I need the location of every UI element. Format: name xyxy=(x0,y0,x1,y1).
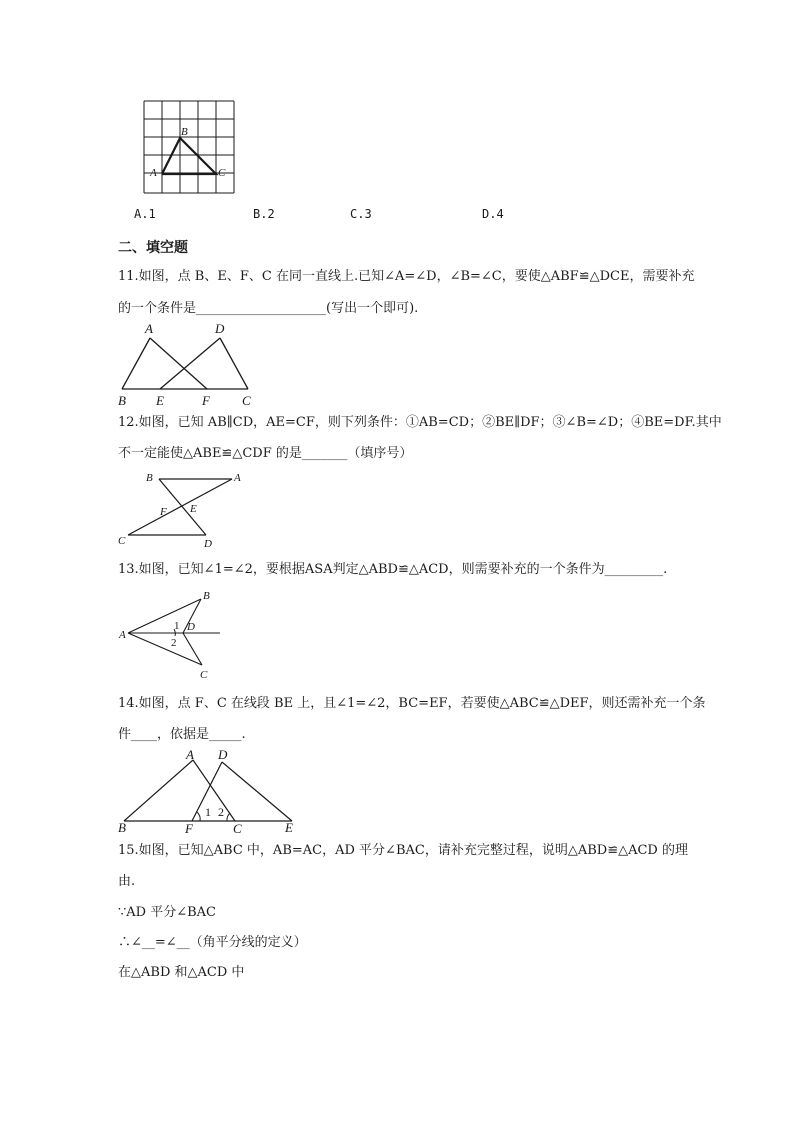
q12-figure xyxy=(114,467,254,551)
q14-label-1: 1 xyxy=(205,805,211,819)
q13-figure xyxy=(114,585,234,685)
q11-line1: 11.如图，点 B、E、F、C 在同一直线上.已知∠A=∠D，∠B=∠C，要使△ABF≌△DCE，需要补充 xyxy=(118,269,695,284)
q15-line1: 15.如图，已知△ABC 中，AB=AC，AD 平分∠BAC，请补充完整过程，说明△ABD≌△ACD 的理 xyxy=(118,843,688,858)
option-c: C.3 xyxy=(350,207,372,221)
q11-figure xyxy=(114,320,264,408)
q13-label-c: C xyxy=(200,669,208,681)
q12-line1: 12.如图，已知 AB∥CD，AE=CF，则下列条件：①AB=CD；②BE∥DF；③∠B=∠D；④BE=DF.其中 xyxy=(118,415,722,430)
q14-line1: 14.如图，点 F、C 在线段 BE 上，且∠1=∠2，BC=EF，若要使△ABC≌△DEF，则还需补充一个条 xyxy=(118,696,706,711)
q14-label-f: F xyxy=(185,821,193,836)
q10-label-b: B xyxy=(181,126,188,138)
q11-label-f: F xyxy=(202,393,210,408)
q12-line2: 不一定能使△ABE≌△CDF 的是_______（填序号） xyxy=(118,446,413,461)
q13-label-2: 2 xyxy=(171,637,177,649)
q14-label-a: A xyxy=(186,747,194,762)
q14-label-b: B xyxy=(118,820,126,835)
option-d: D.4 xyxy=(482,207,504,221)
q14-label-e: E xyxy=(285,820,293,835)
q11-label-c: C xyxy=(242,393,251,408)
q11-label-e: E xyxy=(156,393,164,408)
q15-line5: 在△ABD 和△ACD 中 xyxy=(118,965,245,980)
q14-figure xyxy=(114,746,304,838)
q10-grid-figure xyxy=(130,96,250,200)
q14-line2: 件____，依据是_____. xyxy=(118,727,246,742)
q12-label-b: B xyxy=(146,472,153,484)
triangle-abc xyxy=(162,138,216,174)
q12-label-e: E xyxy=(190,503,197,515)
q14-label-d: D xyxy=(218,747,228,762)
q13-label-b: B xyxy=(203,590,210,602)
q10-label-a: A xyxy=(150,167,157,179)
q15-line4: ∴∠__=∠__（角平分线的定义） xyxy=(118,935,307,950)
q12-label-a: A xyxy=(234,472,241,484)
q11-label-a: A xyxy=(145,321,153,336)
q15-line2: 由. xyxy=(118,874,136,889)
q13-label-1: 1 xyxy=(174,620,180,632)
q12-label-d: D xyxy=(204,538,212,550)
section-title: 二、填空题 xyxy=(118,240,188,256)
q11-label-b: B xyxy=(118,393,126,408)
q12-label-f: F xyxy=(160,506,167,518)
q15-line3: ∵AD 平分∠BAC xyxy=(118,905,216,920)
q11-line2: 的一个条件是____________________(写出一个即可). xyxy=(118,301,419,316)
q13-line1: 13.如图，已知∠1=∠2，要根据ASA判定△ABD≌△ACD，则需要补充的一个条件为_________. xyxy=(118,562,668,577)
q14-label-2: 2 xyxy=(218,805,224,819)
q11-label-d: D xyxy=(215,321,225,336)
q10-label-c: C xyxy=(218,167,226,179)
q13-label-d: D xyxy=(187,621,195,633)
q14-label-c: C xyxy=(233,821,242,836)
option-a: A.1 xyxy=(134,207,156,221)
q12-label-c: C xyxy=(118,535,126,547)
q13-label-a: A xyxy=(119,629,126,641)
option-b: B.2 xyxy=(253,207,275,221)
